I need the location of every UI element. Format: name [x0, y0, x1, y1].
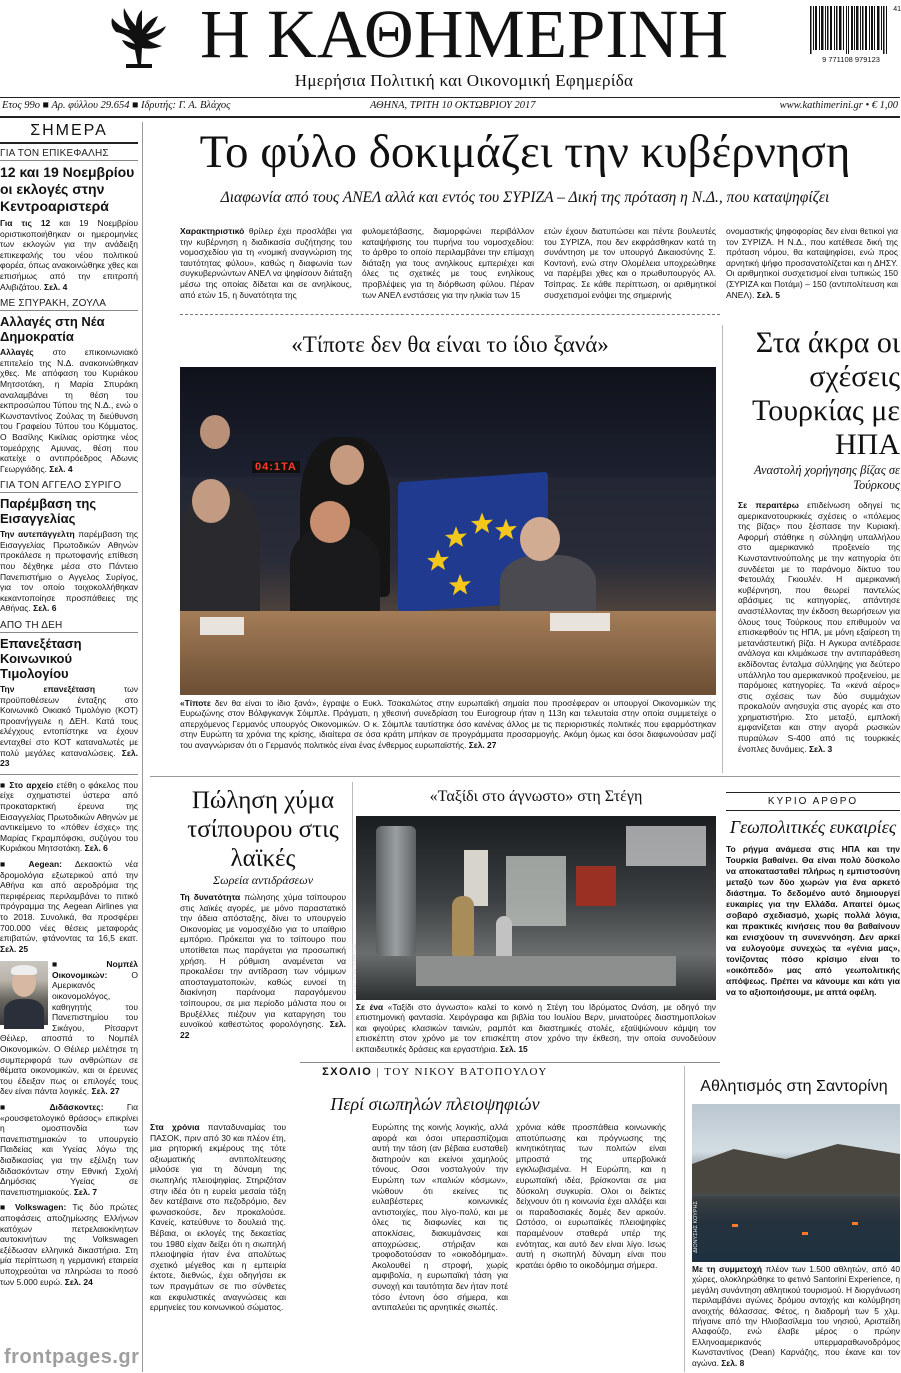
sidebar-bullet[interactable]: ■ Διδάσκοντες: Για «ρουσφετολογικό θράσος» επικρίνει η ομοσπονδία των πανεπιστημιακών το υπουργείο Παιδείας και Υγείας λόγω της διαδικασίας για την εξέλιξη των διδασκόντων στην Εθνική Σχολή Δημόσιας Υγείας σε πανεπιστημιακούς. Σελ. 7	[0, 1102, 139, 1197]
stegi-lead: Σε ένα	[356, 1002, 384, 1012]
tsipouro-subhead: Σωρεία αντιδράσεων	[212, 873, 314, 887]
sidebar-bullet[interactable]: ■ Volkswagen: Τις δύο πρώτες αποφάσεις αποζημίωσης Ελλήνων κατόχων πετρελαιοκίνητων αυτοκινήτων της Volkswagen εξέδωσαν ελληνικά δικαστήρια. Στη μία περίπτωση η γερμανική εταιρεία υποχρεούται να πληρώσει το ποσό των 5.000 ευρώ. Σελ. 24	[0, 1202, 139, 1287]
barcode-number: 9 771108 979123	[822, 55, 880, 64]
turkey-body	[738, 500, 900, 766]
santorini-text: πλέον των 1.500 αθλητών, από 40 χώρες, ολοκληρώθηκε το φετινό Santorini Experience, η μεγάλη συνάντηση αθλητικού τουρισμού. Η διοργάνωση περιλαμβάνει αγώνες δρόμου αντοχής και κολύμβηση ανοιχτής θάλασσας. Φέτος, η διαδρομή των 5 χλμ. πήγαινε από την Ηλιοβασίλεμα του νησιού, Αριστείδη Αλαφούζο, ενώ έλαβε μέρος ο πρώην Ελληνοαμερικανός υπερμαραθωνοδρόμος Κωνσταντίνος (Dean) Καρνάζης, που έκανε και τον αγώνα.	[692, 1264, 900, 1368]
tsipouro-body	[180, 892, 346, 1052]
sidebar	[0, 122, 138, 1372]
sidebar-section-label: ΓΙΑ ΤΟΝ ΑΓΓΕΛΟ ΣΥΡΙΓΟ	[0, 480, 138, 493]
editorial-label: ΚΥΡΙΟ ΑΡΘΡΟ	[726, 792, 900, 811]
sidebar-bullet-text: Ο Αμερικανός οικονομολόγος, καθηγητής του Πανεπιστημίου του Σικάγου, Ρίτσαρντ Θέιλερ, αποσπά το Νομπέλ Οικονομικών. Ο Θέιλερ μελέτησε τη συμπεριφορά των ανθρώπων σε θέματα οικονομικών, και οι έρευνες του έδειξαν πως οι επιλογές τους δεν είναι πάντα λογικές.	[0, 969, 138, 1097]
sidebar-item-text: στο επικοινωνιακό επιτελείο της Ν.Δ. ανακοινώθηκαν χθες. Με απόφαση του Κυριάκου Μητσοτάκη, η Μαρία Σπυράκη αναλαμβάνει τη θέση του εκπροσώπου Τύπου της Ν.Δ., ενώ ο Κωνσταντίνος Ζούλας τη διεύθυνση του Γραφείου Τύπου του Κόμματος. Ο Βασίλης Κικίλιας ορίστηκε νέος τομεάρχης Αμυνας, θέση που κατείχε ο αντιπρόεδρος Αδωνις Γεωργιάδης.	[0, 347, 138, 474]
column-text: Ευρώπης της κοινής λογικής, αλλά αφορά και όσοι υπερασπίζομαι αυτή την τάση (αν βέβαια ευσταθεί) διατηρούν και εκείνοι χαμηλούς τόνους. Οσοι νοσταλγούν την Ευρώπη των «παλιών κόσμων», νιώθουν ότι εκείνες τις ευλαβέστερες κοινωνικές αντιστοιχίες, που λίγο-πολύ, και με όλες τις διαφωνίες και τις αποκλίσεις, διακυμάνσεις και αποχρώσεις, στήριξαν και τροφοδοτούσαν το «οικοδόμημα». Ακολουθεί η στροφή, χωρίς αμφιβολία, η ευρωπαϊκή τάση για συνοχή και ταυτότητα δεν ήταν ποτέ τόσο έντονη όσο σήμερα, και αντιπαλεύει τις αρνητικές σιωπές.	[372, 1122, 508, 1313]
barcode-icon	[809, 6, 893, 54]
photo-caption-ref: Σελ. 27	[466, 739, 497, 750]
sidebar-item-ref: Σελ. 4	[41, 281, 68, 292]
watermark: frontpages.gr	[4, 1346, 140, 1368]
tsipouro-lead: Τη δυνατότητα	[180, 892, 241, 902]
turkey-headline[interactable]: Στα άκρα οι σχέσεις Τουρκίας με ΗΠΑ	[751, 326, 900, 461]
masthead-title: Η ΚΑΘΗΜΕΡΙΝΗ	[199, 0, 729, 72]
barcode	[809, 6, 901, 66]
sidebar-bullet-ref: Σελ. 24	[62, 1276, 93, 1287]
sidebar-section-label: ΜΕ ΣΠΥΡΑΚΗ, ΖΟΥΛΑ	[0, 298, 138, 311]
sidebar-item-title: Αλλαγές στη Νέα Δημοκρατία	[0, 314, 105, 345]
barcode-top-number: 41	[893, 6, 901, 13]
sidebar-item-ref: Σελ. 6	[30, 603, 57, 614]
stegi-headline[interactable]: «Ταξίδι στο άγνωστο» στη Στέγη	[429, 788, 643, 805]
sidebar-item[interactable]	[0, 148, 138, 292]
sidebar-bullet-ref: Σελ. 27	[89, 1086, 120, 1097]
band-rule	[150, 776, 900, 777]
tsipouro-text: πώλησης χύμα τσίπουρου στις λαϊκές αγορές, με μόνο παραστατικό την άδεια απόσταξης, δίνει το υπουργείο Οικονομίας με νομοσχέδιο για το υπαίθριο εμπόριο. Πρόκειται για το τσίπουρο που υποτίθεται πως παράγεται για προσωπική χρήση. Η ρύθμιση αναμένεται να προκαλέσει την αντίδραση των νόμιμων αποσταγματοποιών, καθώς ευνοεί τη διακίνηση παράνομα παραγόμενου τσίπουρου, σε μια περίοδο μάλιστα που οι Βρυξέλλες πιέζουν για καταργηση του ευνοϊκού καθεστώτος φορολόγησης.	[180, 892, 347, 1030]
sidebar-item-ref: Σελ. 4	[46, 463, 73, 474]
sidebar-item[interactable]	[0, 480, 138, 614]
santorini-divider	[684, 1066, 685, 1372]
santorini-headline[interactable]: Αθλητισμός στη Σαντορίνη	[700, 1078, 888, 1095]
sidebar-item-lead: Για τις 12	[0, 218, 51, 228]
sidebar-bullet-lead: Διδάσκοντες:	[49, 1102, 104, 1112]
dateline-left: Ετος 99ο ■ Αρ. φύλλου 29.654 ■ Ιδρυτής: Γ. Α. Βλάχος	[2, 100, 231, 111]
sidebar-bullet-lead: Νομπέλ Οικονομικών:	[52, 959, 138, 980]
column-text: Στα χρόνια πανταδυναμίας του ΠΑΣΟΚ, πριν από 30 και πλέον έτη, μια ρητορική εκμέρους της τότε αξιωματικής αντιπολίτευσης μιλούσε για τη δύναμη της σιωπηλής πλειοψηφίας. Στηριζόταν στην ιδέα ότι η ευρεία μεσαία τάξη δεν κατέβαινε στο πεζοδρόμιο, δεν φωνασκούσε, δεν προκαλούσε. Κανείς, κατεύθυνε το δουλειά της. Βέβαια, οι εκλογές της δεκαετίας του 1980 είχαν δείξει ότι η σιωπηλή πλειοψηφία ήταν ένα απολύτως σχετικό μέγεθος και η εμπειρία έκτοτε, διεθνώς, έχει οδηγήσει εκ των πραγμάτων σε πιο σύνθετες και εκφυλιστικές αναγνώσεις και ερμηνείες του κοινωνικού σώματος.	[150, 1122, 286, 1313]
sidebar-bullet[interactable]: ■ Aegean: Δεκαοκτώ νέα δρομολόγια εξωτερικού από την Αθήνα και από αεροδρόμια της περιφέρειας περιλαμβάνει το πιτικό πρόγραμμα της Aegean Airlines για το 2018. Συνολικά, θα προσφέρει 700.000 νέες θέσεις μεταφοράς επιβατών, φτάνοντας τα 16,5 εκατ. Σελ. 25	[0, 858, 139, 954]
column-top-rule	[300, 1062, 720, 1063]
photo-caption-lead: «Τίποτε	[180, 698, 211, 708]
sidebar-bullet-ref: Σελ. 7	[71, 1186, 98, 1197]
sidebar-bullet-ref: Σελ. 6	[82, 843, 108, 854]
sidebar-item-title: 12 και 19 Νοεμβρίου οι εκλογές στην Κεντροαριστερά	[0, 164, 135, 214]
lead-divider	[180, 314, 720, 315]
photo-story-caption	[180, 698, 716, 750]
sidebar-item-text: των προϋποθέσεων ένταξης στο Κοινωνικό Οικιακό Τιμολόγιο (ΚΟΤ) προανήγγειλε η ΔΕΗ. Κατά τους ελέγχους εντοπίστηκε να έχουν ενταχθεί στο ΚΟΤ καταναλωτές με πολύ μεγάλες καταναλώσεις.	[0, 684, 138, 758]
santorini-photo-credit: ΔΙΟΝΥΣΗΣ ΚΟΥΡΗΣ	[692, 1201, 699, 1253]
stegi-photo	[352, 816, 716, 1000]
lead-column: Χαρακτηριστικό θρίλερ έχει προσλάβει για την κυβέρνηση η διαδικασία συζήτησης του νομοσχεδίου για τη «νομική αναγνώριση της ταυτότητας φύλου», καθώς η διαφωνία των συγκυβερνώντων ΑΝΕΛ να ψηφίσουν διάταξη μέσω της οποίας δίδεται και σε ανηλίκους, από ετών 15, η δυνατότητα της	[180, 226, 352, 300]
turkey-ref: Σελ. 3	[806, 743, 833, 754]
sidebar-divider	[142, 122, 143, 1372]
sidebar-section-label: ΓΙΑ ΤΟΝ ΕΠΙΚΕΦΑΛΗΣ	[0, 148, 138, 161]
sidebar-item-lead: Αλλαγές	[0, 347, 34, 358]
tsipouro-ref: Σελ. 22	[180, 1019, 346, 1040]
tsipouro-headline[interactable]: Πώληση χύμα τσίπουρου στις λαϊκές	[187, 787, 339, 872]
sidebar-bullet-lead: Volkswagen:	[14, 1202, 67, 1213]
sidebar-item-title: Παρέμβαση της Εισαγγελίας	[0, 496, 97, 527]
dateline-center: ΑΘΗΝΑ, ΤΡΙΤΗ 10 ΟΚΤΩΒΡΙΟΥ 2017	[370, 100, 536, 111]
stegi-divider	[352, 782, 353, 1052]
column-author: ΤΟΥ ΝΙΚΟΥ ΒΑΤΟΠΟΥΛΟΥ	[384, 1066, 548, 1078]
lead-column: ονομαστικής ψηφοφορίας δεν είναι θετικοί για τον ΣΥΡΙΖΑ. Η Ν.Δ., που κατέθεσε δική της πρόταση νόμου, θα καταψηφίσει, ενώ προς αρνητική ψήφο προσανατολίζεται και η ΔΗΣΥ. Οι αριθμητικοί συσχετισμοί είναι τυπικώς 150 (ΣΥΡΙΖΑ και Ποτάμι) – 150 (αντιπολίτευση και ΑΝΕΛ). Σελ. 5	[726, 226, 898, 300]
sidebar-bullet[interactable]: ■ Στο αρχείο ετέθη ο φάκελος που είχε σχηματιστεί ύστερα από προκαταρκτική έρευνα της Εισαγγελίας Πρωτοδικών Αθηνών με αντικείμενο το «πόθεν έσχες» της Μαρίας Γκραμπόφσκι, συζύγου του Κυριάκου Μητσοτάκη. Σελ. 6	[0, 779, 139, 854]
stegi-caption	[356, 1002, 716, 1054]
santorini-caption	[692, 1264, 900, 1372]
sidebar-item-lead: Την επανεξέταση	[0, 684, 96, 695]
photo-caption-text: δεν θα είναι το ίδιο ξανά», έγραψε ο Ευκλ. Τσακαλώτος στην ευρωπαϊκή σημαία που προσέφεραν οι υπουργοί Οικονομικών της Ευρωζώνης στον Βόλφγκανγκ Σόιμπλε. Πράγματι, η χθεσινή συνεδρίαση του Eurogroup ήταν η 113η και τελευταία στην οποία συμμετείχε ο απερχόμενος Γερμανός υπουργός Οικονομικών. Ο κ. Σόιμπλε ταυτίστηκε όσο κανένας άλλος με τις περιοριστικές πολιτικές που εφαρμόστηκαν στην Ευρώπη τα χρόνια της κρίσης, ιδιαίτερα σε όσα κράτη μπήκαν σε προγράμματα προσαρμογής. Ακόμη όμως και όσοι διαφωνούσαν μαζί του αναγνώρισαν ότι ο Γερμανός πολιτικός είναι ένας ένθερμος ευρωπαϊστής.	[180, 698, 716, 750]
stegi-photo-credit: ΣΤΕΓΗ ΙΔΡΥΜΑΤΟΣ	[352, 943, 359, 995]
sidebar-heading: ΣΗΜΕΡΑ	[0, 122, 138, 144]
column-label: ΣΧΟΛΙΟ	[322, 1066, 373, 1078]
dateline-top-rule	[0, 97, 900, 98]
editorial-headline: Γεωπολιτικές ευκαιρίες	[729, 817, 897, 837]
sidebar-item-ref: Σελ. 23	[0, 747, 138, 769]
editorial-box[interactable]	[726, 792, 900, 1062]
lead-headline[interactable]: Το φύλο δοκιμάζει την κυβέρνηση	[199, 126, 851, 178]
turkey-lead: Σε περαιτέρω	[738, 500, 799, 510]
santorini-photo	[692, 1104, 900, 1262]
sidebar-bullet-ref: Σελ. 25	[0, 943, 29, 954]
sidebar-bullet-text: ετέθη ο φάκελος που είχε σχηματιστεί ύστερα από προκαταρκτική έρευνα της Εισαγγελίας Πρωτοδικών Αθηνών με αντικείμενο το «πόθεν έσχες» της Μαρίας Γκραμπόφσκι, συζύγου του Κυριάκου Μητσοτάκη.	[0, 779, 139, 854]
sidebar-item[interactable]	[0, 620, 138, 769]
sidebar-item-text: παρέμβαση της Εισαγγελίας Πρωτοδικών Αθηνών προκάλεσε η πρωτοφανής επίθεση που δέχθηκε μέσα στο Πάντειο Πανεπιστήμιο ο Αγγελος Συρίγος, για τον οποίο τοιχοκολλήθηκαν κεκαντοποίησε προσπάθειες της Αθήνας.	[0, 529, 138, 614]
sidebar-bullet-text: Τις δύο πρώτες αποφάσεις αποζημίωσης Ελλήνων κατόχων πετρελαιοκίνητων αυτοκινήτων της Volkswagen εξέδωσαν ελληνικά δικαστήρια. Στη μία περίπτωση η γερμανική εταιρεία υποχρεούται να πληρώσει το ποσό των 5.000 ευρώ.	[0, 1202, 139, 1287]
sidebar-item-body	[0, 684, 138, 769]
sidebar-item-body	[0, 218, 138, 292]
stegi-ref: Σελ. 15	[497, 1043, 528, 1054]
lead-column: φυλομετάβασης, διαμορφώνει περιβάλλον καταψήφισης του πυρήνα του νομοσχεδίου: το άρθρο το οποίο περιλαμβάνει την επίμαχη διάταξη για τους ανηλίκους εμπεριέχει και όλες τις σχετικές με τους ενηλίκους προβλέψεις για τη διόρθωση φύλου. Πέραν των ΑΝΕΛ ενστάσεις για την ηλικία των 15	[362, 226, 534, 300]
thaler-portrait	[0, 961, 48, 1025]
sidebar-bullet-lead: Στο αρχείο	[9, 779, 54, 790]
dateline-bottom-rule	[0, 116, 900, 118]
dateline	[0, 99, 900, 115]
dateline-right[interactable]: www.kathimerini.gr • € 1,00	[779, 100, 898, 111]
clock-display: 04:1TA	[252, 461, 300, 473]
phoenix-logo-icon	[108, 4, 170, 70]
masthead-subtitle: Ημερήσια Πολιτική και Οικονομική Εφημερίδα	[294, 71, 634, 90]
turkey-subhead: Αναστολή χορήγησης βίζας σε Τούρκους	[754, 463, 900, 492]
santorini-ref: Σελ. 8	[718, 1357, 745, 1368]
turkey-text: επιδείνωση οδηγεί τις αμερικανοτουρκικές σχέσεις ο «πόλεμος της βίζας» που ξέσπασε την Κυριακή. Αφορμή στάθηκε η σύλληψη υπαλλήλου στο αμερικανικό προξενείο της Κωνσταντινούπολης με την κατηγορία ότι συνδέεται με το παράνομο δίκτυο του Φετουλάχ Γκιουλέν. Η αμερικανική κυβέρνηση, που θεωρεί παντελώς αβάσιμες τις κατηγορίες, απάντησε αναστέλλοντας την έκδοση θεωρήσεων για όλους τους Τούρκους που επιθυμούν να επισκεφθούν τις ΗΠΑ, με μόνη εξαίρεση τη μετανάστευτική βίζα. Η Αγκυρα αντέδρασε ανάλογα και κλιμάκωσε την αντιπαράθεση εκδίδοντας ένταλμα σύλληψης για δεύτερο υπάλληλο του αμερικανικού προξενείου, με παρόμοιες κατηγορίες. Τα «κενά αέρος» στις σχέσεις των δύο συμμάχων προκαλούν ανησυχία στις αγορές και στο χρηματιστήριο. Στο μεταξύ, εμπλοκή εμφανίζεται και στην αγορά ρωσικών πυραύλων S-400 από τις τουρκικές ένοπλες δυνάμεις.	[738, 500, 900, 754]
right-column-divider	[722, 325, 723, 773]
masthead	[0, 0, 900, 96]
sidebar-item-title: Επανεξέταση Κοινωνικού Τιμολογίου	[0, 636, 82, 682]
sidebar-item-body	[0, 347, 138, 474]
sidebar-item[interactable]	[0, 298, 138, 474]
sidebar-bullet[interactable]: ■ Νομπέλ Οικονομικών: Ο Αμερικανός οικονομολόγος, καθηγητής του Πανεπιστημίου του Σικάγου, Ρίτσαρντ Θέιλερ, αποσπά το Νομπέλ Οικονομικών. Ο Θέιλερ μελέτησε τη συμπεριφορά των ανθρώπων σε θέματα οικονομικών, και οι έρευνες του έδειξαν πως οι επιλογές τους δεν είναι πάντα λογικές. Σελ. 27	[0, 959, 138, 1097]
eurogroup-photo	[180, 367, 716, 695]
sidebar-bullets	[0, 774, 138, 1287]
santorini-lead: Με τη συμμετοχή	[692, 1264, 763, 1274]
sidebar-bullet-text: Για «ρουσφετολογικό θράσος» επικρίνει η ομοσπονδία των πανεπιστημιακών το υπουργείο Παιδείας και Υγείας λόγω της διαδικασίας για την εξέλιξη των διδασκόντων στην Εθνική Σχολή Δημόσιας Υγείας σε πανεπιστημιακούς.	[0, 1102, 139, 1197]
column-text: χρόνια κάθε προσπάθεια κοινωνικής αποτύπωσης και πρόγνωσης της κινητικότητας των πολιτών είναι μπροστά της υπερβολικά εγκλωβισμένα. Η Ευρώπη, και η ευρωπαϊκή ιδέα, βρίσκονται σε μια δύσκολη συγκυρία. Ολοι οι δείκτες δείχνουν ότι η κοινωνία έχει αλλάξει και οι παραδοσιακές δομές δεν αρκούν. Ωστόσο, οι ευρωπαϊκές πλειοψηφίες παραμένουν σταθερά υπέρ της ενότητας, και αυτό δεν είναι λίγο. Ισως αυτή η σιωπηλή δύναμη είναι που κρατάει όρθιο το οικοδόμημα σήμερα.	[516, 1122, 666, 1270]
sidebar-bullet-lead: Aegean:	[28, 858, 62, 869]
column-headline[interactable]: Περί σιωπηλών πλειοψηφιών	[330, 1094, 540, 1114]
sidebar-item-text: και 19 Νοεμβρίου οριστικοποιήθηκαν οι ημερομηνίες των εκλογών για την ανάδειξη επικεφαλής του νέου πολιτικού φορέα, όπως ανακοινώθηκε χθες και επισήμως από την επιτροπή Αλιβιζάτου.	[0, 218, 138, 292]
column-label-row: ΣΧΟΛΙΟ | ΤΟΥ ΝΙΚΟΥ ΒΑΤΟΠΟΥΛΟΥ	[322, 1066, 548, 1078]
sidebar-item-lead: Την αυτεπάγγελτη	[0, 529, 75, 540]
sidebar-bullet-text: Δεκαοκτώ νέα δρομολόγια εξωτερικού από την Αθήνα και από αεροδρόμια της περιφέρειας περιλαμβάνει το πιτικό πρόγραμμα της Aegean Airlines για το 2018. Συνολικά, θα προσφέρει 700.000 νέες θέσεις μεταφοράς επιβατών, φτάνοντας τα 16,5 εκατ.	[0, 858, 139, 944]
lead-subhead: Διαφωνία από τους ΑΝΕΛ αλλά και εντός του ΣΥΡΙΖΑ – Δική της πρόταση η Ν.Δ., που καταψηφίζει	[220, 189, 830, 206]
stegi-text: «Ταξίδι στο άγνωστο» καλεί το κοινό η Στέγη του Ιδρύματος Ωνάση, με οδηγό την επιστημονική φαντασία. Χειρόγραφα και βιβλία του Ιουλίου Βερν, μινιατούρες διαστημοπλοίων και φιγούρες κλασικών ταινιών, ραμπότ και διαστημικές στολές, εξαϋψώνουν κάμψη τον επισκέπτη στον χρόνο με τον επισκέπτη στον χρόνο την έκθεση, την οποία συνοδεύουν εκπαιδευτικές δράσεις και εργαστήρια.	[356, 1002, 716, 1054]
sidebar-item-body	[0, 529, 138, 614]
sidebar-section-label: ΑΠΟ ΤΗ ΔΕΗ	[0, 620, 138, 633]
lead-column: ετών έχουν διατυπώσει και πέντε βουλευτές του ΣΥΡΙΖΑ, που δεν εκφράσθηκαν κατά τη συνάντηση με τον υπουργό Δικαιοσύνης Σ. Κοντονή, ενώ στην Ολομέλεια υποχρεώθηκε να παρέμβει χθες και ο πρωθυπουργός Αλ. Τσίπρας. Σε κάθε περίπτωση, οι αριθμητικοί συσχετισμοί ενόψει της σημερινής	[544, 226, 716, 300]
editorial-body: Το ρήγμα ανάμεσα στις ΗΠΑ και την Τουρκία βαθαίνει. Θα είναι πολύ δύσκολο να αποκατασταθεί πλήρως η εμπιστοσύνη μεταξύ των δύο χωρών για ένα αρκετό διάστημα. Το δεδομένο αυτό δημιουργεί ευκαιρίες για την Ελλάδα. Απαιτεί όμως σοβαρό σχεδιασμό, χωρίς πολλά λόγια, και πρακτικές κινήσεις που θα βαθαίνουν και ενισχύουν τη συνεννόηση. Δεν αρκεί να ευλογούμε συνεχώς τα «γένια μας», τονίζοντας πόσο κρίσιμο είναι το «οικόπεδό» μας από γεωπολιτικής απόψεως. Πρέπει να κάνουμε και κάτι για να το αξιοποιήσουμε, με απτά οφέλη.	[726, 844, 900, 997]
photo-story-headline[interactable]: «Τίποτε δεν θα είναι το ίδιο ξανά»	[291, 332, 609, 357]
